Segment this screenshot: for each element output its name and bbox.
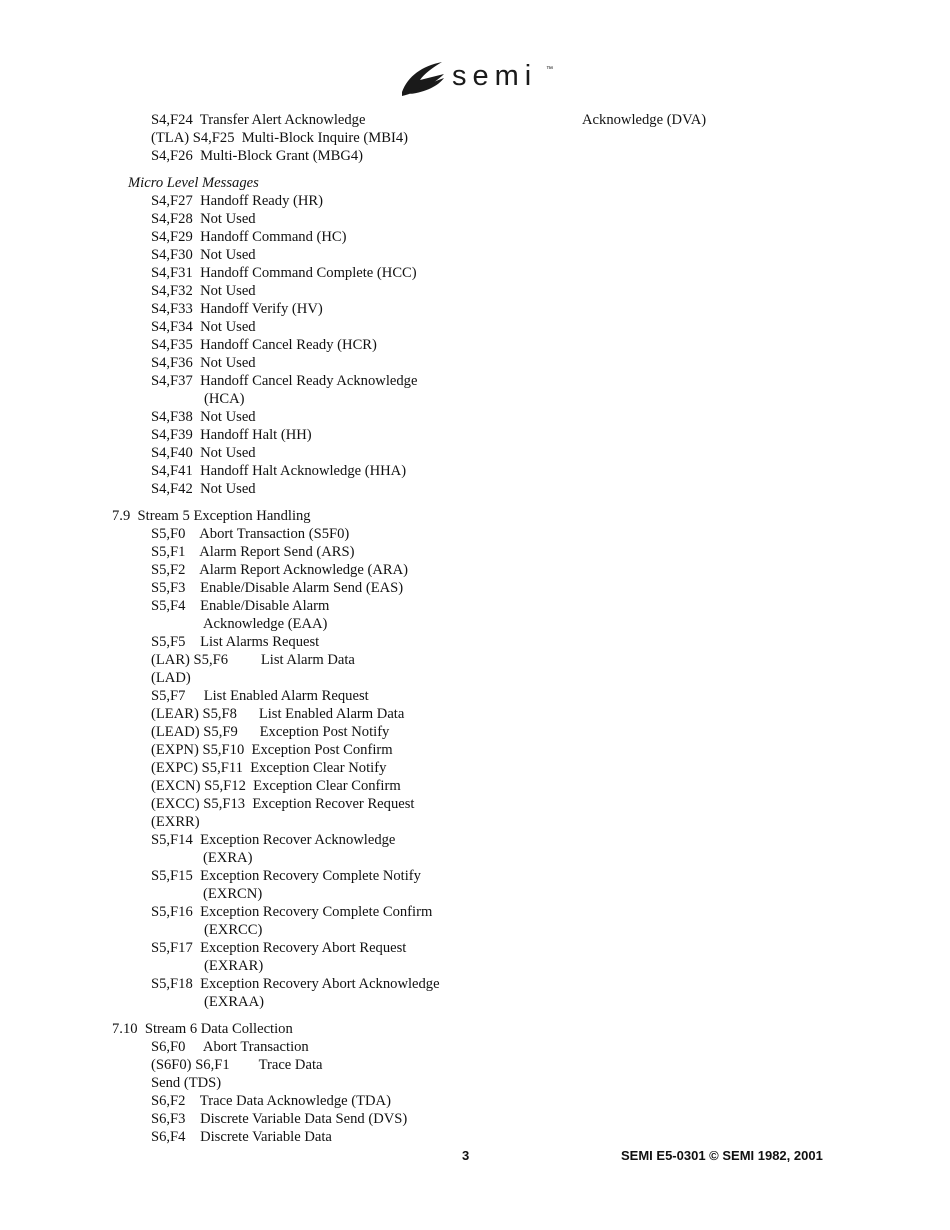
msg-line: S5,F0 Abort Transaction (S5F0) [151,526,350,542]
section-heading: 7.10 Stream 6 Data Collection [112,1021,293,1037]
msg-line: S5,F1 Alarm Report Send (ARS) [151,544,355,560]
msg-line: S6,F4 Discrete Variable Data [151,1129,332,1145]
msg-line: S4,F33 Handoff Verify (HV) [151,301,323,317]
msg-line: (EXCC) S5,F13 Exception Recover Request [151,796,415,812]
subsection-heading: Micro Level Messages [128,175,259,191]
msg-line: (LAR) S5,F6 List Alarm Data [151,652,355,668]
msg-line: S5,F17 Exception Recovery Abort Request [151,940,407,956]
msg-line: S4,F29 Handoff Command (HC) [151,229,347,245]
msg-line: (S6F0) S6,F1 Trace Data [151,1057,323,1073]
msg-line: (EXRR) [151,814,200,830]
msg-continuation: (HCA) [204,391,245,407]
semi-swoosh-icon [398,58,450,98]
msg-line: S4,F38 Not Used [151,409,256,425]
msg-continuation: (EXRCC) [204,922,263,938]
msg-line: S4,F30 Not Used [151,247,256,263]
msg-line: S5,F2 Alarm Report Acknowledge (ARA) [151,562,408,578]
document-id: SEMI E5-0301 © SEMI 1982, 2001 [621,1148,823,1163]
msg-continuation: (EXRAR) [204,958,264,974]
msg-line: S5,F14 Exception Recover Acknowledge [151,832,396,848]
msg-line: S4,F26 Multi-Block Grant (MBG4) [151,148,364,164]
right-column-line: Acknowledge (DVA) [582,112,707,128]
msg-line: S5,F18 Exception Recovery Abort Acknowledge [151,976,440,992]
msg-line: S4,F28 Not Used [151,211,256,227]
msg-line: S4,F37 Handoff Cancel Ready Acknowledge [151,373,418,389]
msg-continuation: (EXRAA) [204,994,264,1010]
msg-line: S5,F16 Exception Recovery Complete Confirm [151,904,433,920]
msg-line: S4,F31 Handoff Command Complete (HCC) [151,265,417,281]
msg-line: S5,F15 Exception Recovery Complete Notify [151,868,421,884]
msg-continuation: Acknowledge (EAA) [203,616,328,632]
msg-line: (EXCN) S5,F12 Exception Clear Confirm [151,778,401,794]
msg-line: S5,F4 Enable/Disable Alarm [151,598,330,614]
msg-continuation: (EXRCN) [203,886,263,902]
msg-line: (LAD) [151,670,191,686]
msg-line: Send (TDS) [151,1075,222,1091]
msg-line: S4,F35 Handoff Cancel Ready (HCR) [151,337,377,353]
msg-line: S4,F32 Not Used [151,283,256,299]
section-heading: 7.9 Stream 5 Exception Handling [112,508,311,524]
msg-line: S4,F39 Handoff Halt (HH) [151,427,312,443]
semi-logo [398,58,558,100]
msg-line: (LEAR) S5,F8 List Enabled Alarm Data [151,706,405,722]
logo-wordmark: semi [452,60,538,92]
logo-trademark: ™ [546,66,553,73]
msg-line: S4,F40 Not Used [151,445,256,461]
msg-continuation: (EXRA) [203,850,253,866]
page-number: 3 [462,1148,470,1163]
msg-line: (LEAD) S5,F9 Exception Post Notify [151,724,390,740]
msg-line: S4,F24 Transfer Alert Acknowledge [151,112,366,128]
msg-line: (TLA) S4,F25 Multi-Block Inquire (MBI4) [151,130,408,146]
msg-line: S4,F34 Not Used [151,319,256,335]
msg-line: S4,F42 Not Used [151,481,256,497]
msg-line: (EXPN) S5,F10 Exception Post Confirm [151,742,393,758]
msg-line: S4,F41 Handoff Halt Acknowledge (HHA) [151,463,407,479]
msg-line: S5,F5 List Alarms Request [151,634,320,650]
msg-line: S6,F0 Abort Transaction [151,1039,309,1055]
msg-line: S4,F27 Handoff Ready (HR) [151,193,324,209]
msg-line: S5,F7 List Enabled Alarm Request [151,688,369,704]
msg-line: S5,F3 Enable/Disable Alarm Send (EAS) [151,580,404,596]
msg-line: (EXPC) S5,F11 Exception Clear Notify [151,760,387,776]
msg-line: S6,F3 Discrete Variable Data Send (DVS) [151,1111,408,1127]
msg-line: S4,F36 Not Used [151,355,256,371]
msg-line: S6,F2 Trace Data Acknowledge (TDA) [151,1093,391,1109]
